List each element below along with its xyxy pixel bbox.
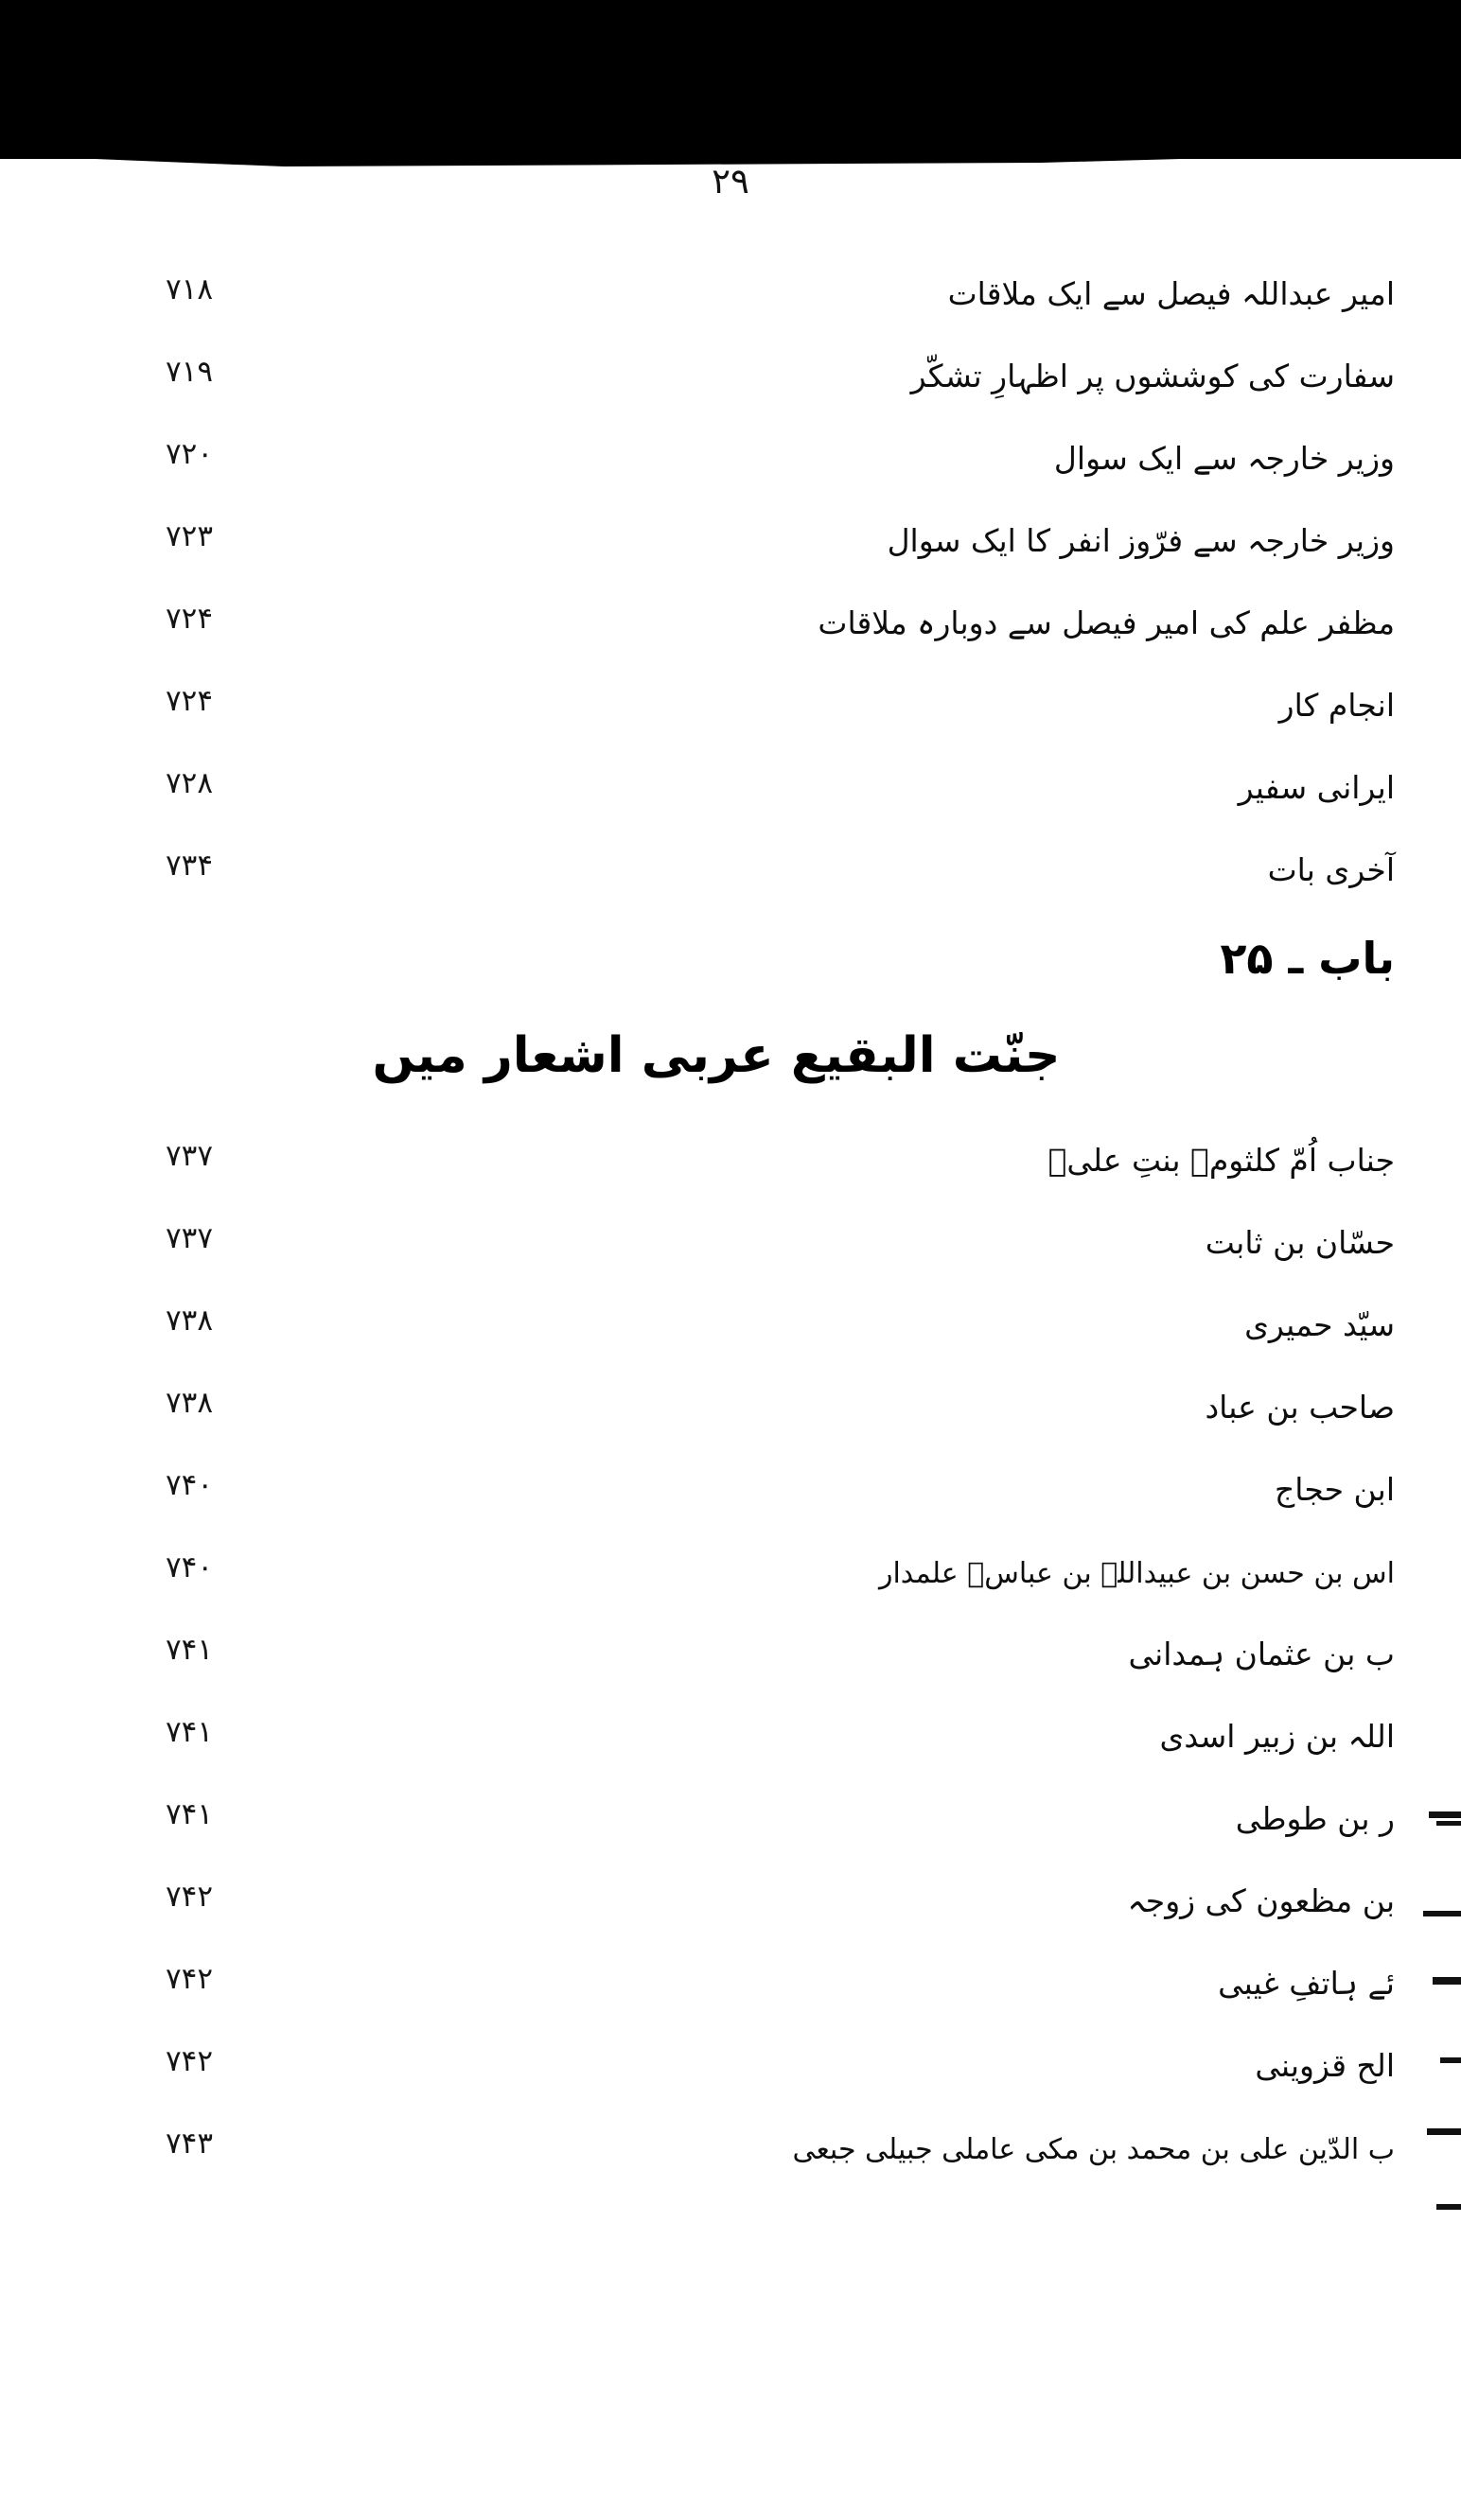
toc-page-number: ۷۱۹ <box>166 355 213 389</box>
toc-page-number: ۷۲۸ <box>166 766 213 800</box>
scan-black-band <box>0 0 1461 159</box>
toc-entry-title: ر بن طوطی <box>1235 1800 1395 1837</box>
toc-page-number: ۷۳۷ <box>166 1139 213 1173</box>
toc-row <box>0 2095 1461 2178</box>
toc-row <box>0 1437 1461 1519</box>
toc-row <box>0 735 1461 817</box>
table-of-contents <box>0 241 1461 2178</box>
toc-page-number: ۷۴۲ <box>166 1880 213 1914</box>
toc-entry-title: امیر عبداللہ فیصل سے ایک ملاقات <box>947 275 1395 312</box>
toc-row <box>0 1108 1461 1190</box>
toc-row <box>0 2013 1461 2095</box>
toc-entry-title: ب بن عثمان ہمدانی <box>1128 1636 1395 1672</box>
toc-row <box>0 1766 1461 1848</box>
toc-row <box>0 1848 1461 1931</box>
toc-page-number: ۷۴۰ <box>166 1550 213 1584</box>
toc-entry-title: انجام کار <box>1278 687 1395 724</box>
toc-page-number: ۷۴۲ <box>166 1962 213 1996</box>
toc-page-number: ۷۴۰ <box>166 1468 213 1502</box>
toc-row <box>0 1931 1461 2013</box>
toc-row <box>0 653 1461 735</box>
toc-page-number: ۷۴۱ <box>166 1797 213 1831</box>
toc-entry-title: مظفر علم کی امیر فیصل سے دوبارہ ملاقات <box>818 604 1395 641</box>
toc-entry-title: سفارت کی کوششوں پر اظہارِ تشکّر <box>910 358 1395 394</box>
toc-entry-title: بن مظعون کی زوجہ <box>1127 1882 1395 1919</box>
toc-entry-title: الح قزوینی <box>1255 2047 1395 2084</box>
toc-row <box>0 1190 1461 1272</box>
toc-row <box>0 1272 1461 1355</box>
toc-entry-title: وزیر خارجہ سے ایک سوال <box>1053 440 1395 477</box>
scan-edge-mark <box>1433 1977 1461 1985</box>
scan-edge-mark <box>1440 2057 1461 2063</box>
toc-entry-title: ایرانی سفیر <box>1238 769 1395 806</box>
scan-edge-mark <box>1436 2204 1461 2210</box>
toc-page-number: ۷۲۴ <box>166 602 213 636</box>
toc-entry-title: ئے ہاتفِ غیبی <box>1218 1965 1395 2002</box>
toc-row <box>0 817 1461 900</box>
toc-entry-title: اس بن حسن بن عبیداللہ بن عباسؓ علمدار <box>878 1557 1395 1590</box>
toc-page-number: ۷۴۱ <box>166 1633 213 1667</box>
toc-row <box>0 1601 1461 1684</box>
toc-page-number: ۷۲۴ <box>166 684 213 718</box>
toc-entry-title: حسّان بن ثابت <box>1205 1224 1395 1261</box>
toc-page-number: ۷۳۷ <box>166 1221 213 1255</box>
toc-entry-title: جناب اُمّ کلثومؓ بنتِ علیؓ <box>1047 1142 1395 1179</box>
toc-row <box>0 241 1461 324</box>
chapter-title: جنّت البقیع عربی اشعار میں <box>372 1027 1061 1084</box>
toc-entry-title: ب الدّین علی بن محمد بن مکی عاملی جبیلی جبعی <box>792 2133 1395 2166</box>
scan-edge-mark <box>1427 2128 1461 2135</box>
toc-page-number: ۷۴۱ <box>166 1715 213 1749</box>
toc-page-number: ۷۳۸ <box>166 1304 213 1338</box>
toc-entry-title: ابن حجاج <box>1274 1471 1395 1508</box>
toc-page-number: ۷۱۸ <box>166 272 213 306</box>
scan-edge-mark <box>1436 1821 1461 1826</box>
toc-entry-title: آخری بات <box>1267 851 1395 888</box>
toc-row <box>0 488 1461 570</box>
toc-row <box>0 1684 1461 1766</box>
toc-page-number: ۷۲۳ <box>166 519 213 553</box>
toc-page-number: ۷۴۳ <box>166 2126 213 2161</box>
toc-row <box>0 1355 1461 1437</box>
toc-entry-title: وزیر خارجہ سے فرّوز انفر کا ایک سوال <box>887 522 1395 559</box>
toc-entry-title: صاحب بن عباد <box>1205 1389 1395 1426</box>
toc-row <box>0 570 1461 653</box>
toc-entry-title: سیّد حمیری <box>1244 1306 1395 1343</box>
toc-row <box>0 406 1461 488</box>
toc-row <box>0 1519 1461 1601</box>
toc-page-number: ۷۴۲ <box>166 2044 213 2078</box>
toc-page-number: ۷۳۸ <box>166 1386 213 1420</box>
scan-edge-mark <box>1429 1811 1461 1818</box>
page-number: ۲۹ <box>712 161 749 201</box>
chapter-label: باب ـ ۲۵ <box>1220 933 1395 984</box>
toc-row <box>0 324 1461 406</box>
toc-page-number: ۷۳۴ <box>166 849 213 883</box>
toc-page-number: ۷۲۰ <box>166 437 213 471</box>
scan-edge-mark <box>1423 1911 1461 1916</box>
toc-entry-title: اللہ بن زبیر اسدی <box>1159 1718 1395 1755</box>
